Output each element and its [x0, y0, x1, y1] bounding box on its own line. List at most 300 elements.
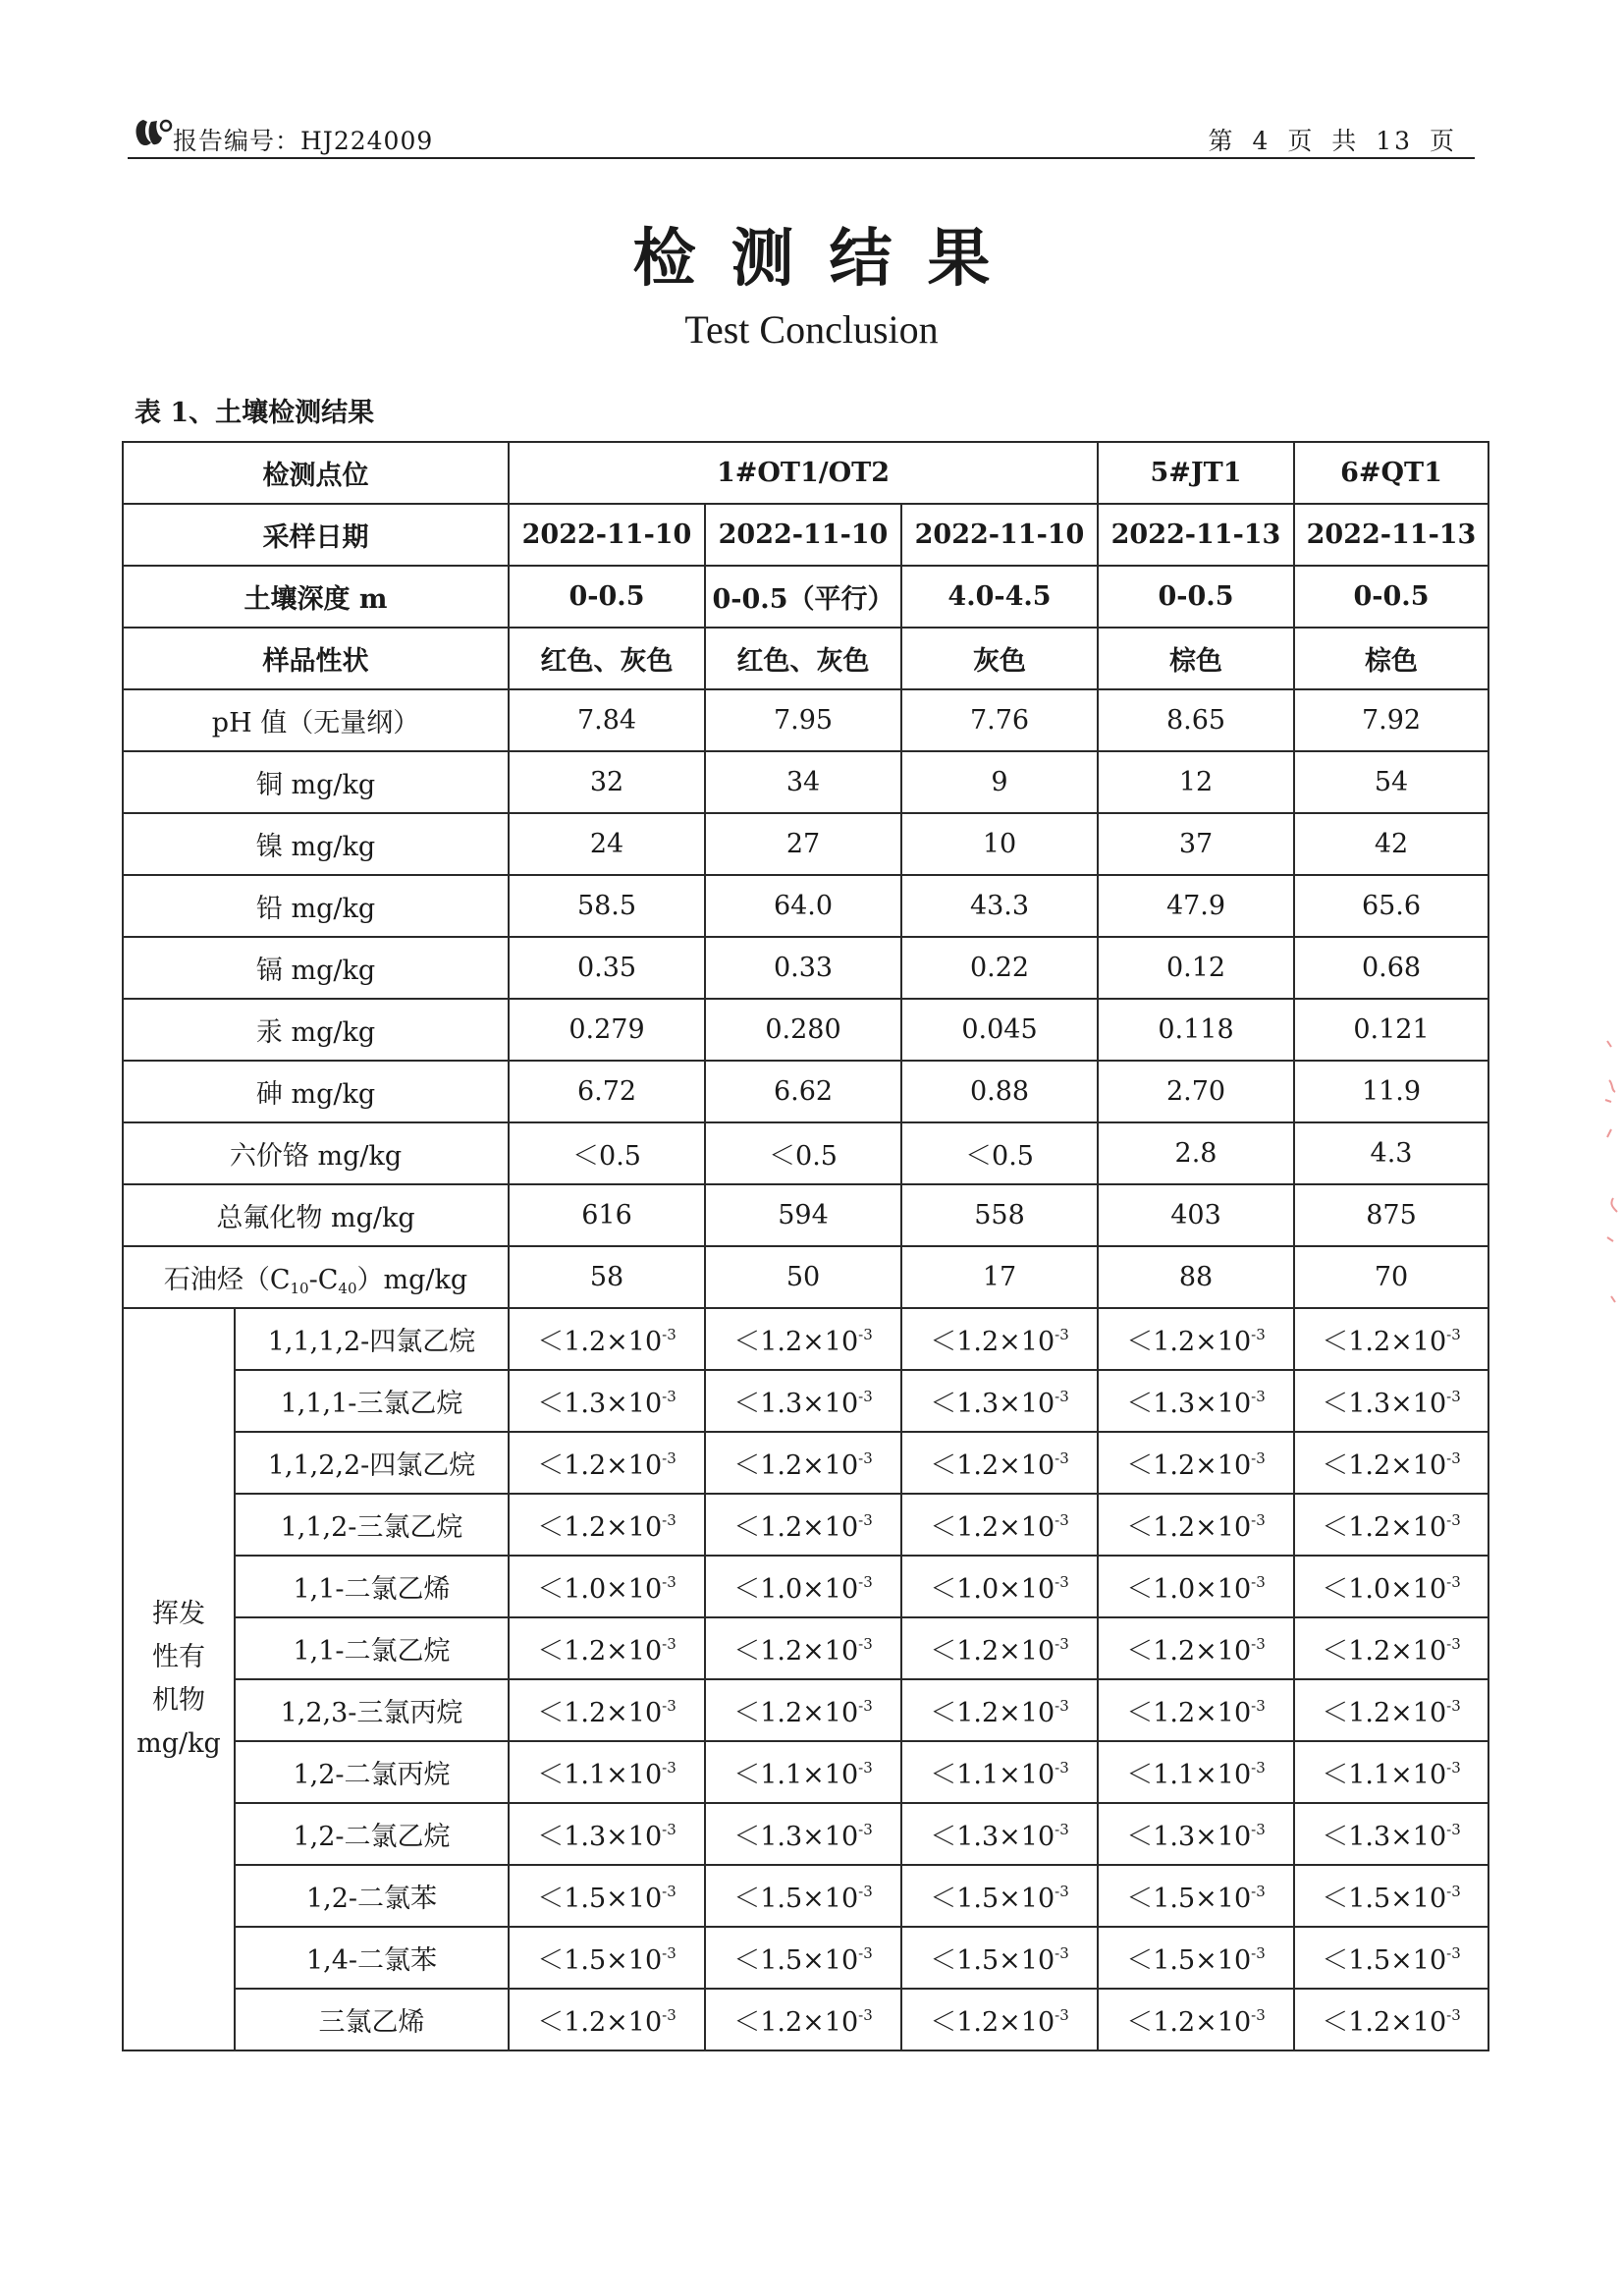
value-text: ＜1.2×10 [733, 1450, 859, 1481]
value-cell [1294, 1927, 1488, 1989]
value-text: ＜1.1×10 [1126, 1760, 1252, 1790]
exponent: -3 [858, 1759, 873, 1777]
voc-group-label [123, 1308, 235, 2050]
value-text: ＜1.2×10 [1322, 1698, 1447, 1728]
value-text: ＜1.1×10 [537, 1760, 663, 1790]
value-cell [705, 1617, 901, 1679]
value-text: ＜1.2×10 [930, 1450, 1055, 1481]
value-cell: 0.045 [901, 999, 1098, 1061]
value-cell [509, 1308, 705, 1370]
stamp-edge-icon [1601, 1021, 1621, 1316]
character-cell: 红色、灰色 [509, 628, 705, 689]
value-text: ＜1.3×10 [733, 1389, 859, 1419]
parameter-label: 镍 mg/kg [123, 813, 509, 875]
value-cell: 4.3 [1294, 1122, 1488, 1184]
value-cell: 58 [509, 1246, 705, 1308]
exponent: -3 [858, 1635, 873, 1653]
value-text: ＜1.0×10 [1322, 1574, 1447, 1605]
exponent: -3 [1055, 1944, 1069, 1962]
value-cell [509, 1741, 705, 1803]
value-cell: 47.9 [1098, 875, 1294, 937]
exponent: -3 [1446, 1759, 1461, 1777]
value-text: ＜1.2×10 [1322, 1512, 1447, 1543]
value-cell: 0.22 [901, 937, 1098, 999]
value-text: ＜1.2×10 [733, 1698, 859, 1728]
value-text: ＜1.3×10 [930, 1822, 1055, 1852]
exponent: -3 [1055, 1573, 1069, 1591]
value-cell: 65.6 [1294, 875, 1488, 937]
page-subtitle: Test Conclusion [684, 307, 939, 352]
value-cell [901, 1370, 1098, 1432]
value-text: ＜1.2×10 [733, 1636, 859, 1667]
parameter-row [123, 999, 1488, 1061]
parameter-row [123, 1061, 1488, 1122]
exponent: -3 [858, 1573, 873, 1591]
value-text: ＜1.2×10 [1126, 1636, 1252, 1667]
exponent: -3 [1055, 1449, 1069, 1467]
parameter-label: 砷 mg/kg [123, 1061, 509, 1122]
value-cell: 43.3 [901, 875, 1098, 937]
exponent: -3 [858, 1883, 873, 1900]
value-text: ＜1.2×10 [1126, 2007, 1252, 2038]
value-cell [705, 1803, 901, 1865]
exponent: -3 [1446, 1635, 1461, 1653]
value-cell: 6.72 [509, 1061, 705, 1122]
voc-compound-label: 三氯乙烯 [235, 1989, 509, 2050]
value-cell: 7.95 [705, 689, 901, 751]
date-cell: 2022-11-10 [509, 504, 705, 566]
character-cell: 棕色 [1294, 628, 1488, 689]
value-text: ＜1.2×10 [930, 1512, 1055, 1543]
value-text: ＜1.1×10 [733, 1760, 859, 1790]
value-cell [1294, 1865, 1488, 1927]
value-text: ＜1.2×10 [537, 2007, 663, 2038]
exponent: -3 [1251, 1511, 1266, 1529]
depth-row [123, 566, 1488, 628]
value-cell: 7.76 [901, 689, 1098, 751]
value-cell [509, 1989, 705, 2050]
exponent: -3 [1251, 1821, 1266, 1838]
value-text: ＜1.2×10 [1126, 1698, 1252, 1728]
value-text: ＜1.5×10 [930, 1945, 1055, 1976]
character-cell: 灰色 [901, 628, 1098, 689]
value-cell [705, 1865, 901, 1927]
page-header [128, 116, 1475, 159]
value-text: ＜1.2×10 [1126, 1327, 1252, 1357]
value-cell [1098, 1370, 1294, 1432]
exponent: -3 [1055, 2006, 1069, 2024]
exponent: -3 [1446, 1821, 1461, 1838]
value-text: ＜1.2×10 [930, 1636, 1055, 1667]
voc-compound-label: 1,4-二氯苯 [235, 1927, 509, 1989]
value-cell [901, 1741, 1098, 1803]
soil-results-table [122, 441, 1489, 2051]
value-cell: 11.9 [1294, 1061, 1488, 1122]
exponent: -3 [662, 1635, 676, 1653]
date-cell: 2022-11-13 [1294, 504, 1488, 566]
parameter-label: pH 值（无量纲） [123, 689, 509, 751]
exponent: -3 [1446, 1511, 1461, 1529]
value-cell: 64.0 [705, 875, 901, 937]
parameter-label: 铜 mg/kg [123, 751, 509, 813]
row-label: 样品性状 [123, 628, 509, 689]
value-text: ＜1.5×10 [537, 1945, 663, 1976]
exponent: -3 [1251, 1883, 1266, 1900]
exponent: -3 [1446, 1883, 1461, 1900]
exponent: -3 [1055, 1821, 1069, 1838]
page-number: 第 4 页 共 13 页 [1208, 127, 1457, 155]
value-cell [901, 1679, 1098, 1741]
value-text: ＜1.3×10 [1126, 1389, 1252, 1419]
parameter-row [123, 937, 1488, 999]
value-text: ＜1.0×10 [930, 1574, 1055, 1605]
value-cell: ＜0.5 [509, 1122, 705, 1184]
exponent: -3 [858, 1944, 873, 1962]
value-text: ＜1.1×10 [930, 1760, 1055, 1790]
value-cell: 70 [1294, 1246, 1488, 1308]
value-cell [901, 1432, 1098, 1494]
value-text: ＜1.2×10 [1126, 1512, 1252, 1543]
label-text: ）mg/kg [356, 1264, 468, 1295]
value-cell [901, 1308, 1098, 1370]
voc-compound-label: 1,1,2,2-四氯乙烷 [235, 1432, 509, 1494]
value-cell [1098, 1679, 1294, 1741]
value-text: ＜1.2×10 [537, 1450, 663, 1481]
report-number: 报告编号：HJ224009 [173, 127, 434, 155]
value-cell [1294, 1617, 1488, 1679]
voc-group-label-line: 挥发 [152, 1599, 205, 1629]
value-cell: 58.5 [509, 875, 705, 937]
exponent: -3 [1446, 1697, 1461, 1715]
exponent: -3 [1251, 1449, 1266, 1467]
value-cell: 0.35 [509, 937, 705, 999]
value-text: ＜1.5×10 [1126, 1945, 1252, 1976]
value-cell: 12 [1098, 751, 1294, 813]
value-text: ＜1.2×10 [537, 1698, 663, 1728]
voc-row [123, 1432, 1488, 1494]
value-cell [1098, 1927, 1294, 1989]
exponent: -3 [662, 2006, 676, 2024]
exponent: -3 [858, 2006, 873, 2024]
voc-row [123, 1308, 1488, 1370]
value-cell: 24 [509, 813, 705, 875]
value-cell [509, 1556, 705, 1617]
voc-row [123, 1865, 1488, 1927]
parameter-row [123, 875, 1488, 937]
character-row [123, 628, 1488, 689]
character-cell: 棕色 [1098, 628, 1294, 689]
table-caption: 表 1、土壤检测结果 [135, 398, 375, 428]
voc-compound-label: 1,2-二氯苯 [235, 1865, 509, 1927]
value-cell: 10 [901, 813, 1098, 875]
value-cell [901, 1803, 1098, 1865]
value-text: ＜1.2×10 [1322, 1327, 1447, 1357]
parameter-label: 镉 mg/kg [123, 937, 509, 999]
exponent: -3 [662, 1326, 676, 1343]
voc-group-label-line: 机物 [152, 1685, 205, 1716]
exponent: -3 [1055, 1697, 1069, 1715]
exponent: -3 [1446, 1449, 1461, 1467]
value-cell [1294, 1370, 1488, 1432]
value-cell [901, 1556, 1098, 1617]
value-cell [705, 1556, 901, 1617]
exponent: -3 [1251, 1697, 1266, 1715]
depth-cell: 0-0.5 [1098, 566, 1294, 628]
voc-group-label-line: mg/kg [136, 1728, 221, 1759]
value-cell: 875 [1294, 1184, 1488, 1246]
value-cell [901, 1989, 1098, 2050]
subscript: 10 [290, 1279, 309, 1297]
value-cell [509, 1432, 705, 1494]
value-cell: 6.62 [705, 1061, 901, 1122]
value-text: ＜1.3×10 [1322, 1389, 1447, 1419]
exponent: -3 [1446, 1326, 1461, 1343]
value-text: ＜1.2×10 [930, 1327, 1055, 1357]
row-label: 检测点位 [123, 442, 509, 504]
value-cell: 32 [509, 751, 705, 813]
value-cell: 0.121 [1294, 999, 1488, 1061]
value-cell: ＜0.5 [705, 1122, 901, 1184]
company-logo-icon [132, 116, 175, 149]
value-cell: 88 [1098, 1246, 1294, 1308]
dates-row [123, 504, 1488, 566]
voc-compound-label: 1,1-二氯乙烯 [235, 1556, 509, 1617]
value-cell: 54 [1294, 751, 1488, 813]
value-cell [901, 1494, 1098, 1556]
character-cell: 红色、灰色 [705, 628, 901, 689]
value-cell: 8.65 [1098, 689, 1294, 751]
exponent: -3 [1251, 1573, 1266, 1591]
voc-compound-label: 1,1,1-三氯乙烷 [235, 1370, 509, 1432]
voc-row [123, 1741, 1488, 1803]
date-cell: 2022-11-10 [901, 504, 1098, 566]
parameter-label [123, 1246, 509, 1308]
value-cell: 616 [509, 1184, 705, 1246]
value-text: ＜1.0×10 [733, 1574, 859, 1605]
parameter-row [123, 1122, 1488, 1184]
voc-compound-label: 1,1-二氯乙烷 [235, 1617, 509, 1679]
label-text: -C [308, 1264, 339, 1295]
exponent: -3 [1446, 1944, 1461, 1962]
value-cell [1098, 1989, 1294, 2050]
value-cell [1098, 1865, 1294, 1927]
parameter-label: 六价铬 mg/kg [123, 1122, 509, 1184]
value-cell: 9 [901, 751, 1098, 813]
value-text: ＜1.5×10 [930, 1884, 1055, 1914]
value-text: ＜1.2×10 [1126, 1450, 1252, 1481]
value-text: ＜1.3×10 [537, 1822, 663, 1852]
value-cell [705, 1432, 901, 1494]
value-text: ＜1.2×10 [930, 1698, 1055, 1728]
value-text: ＜1.2×10 [733, 1327, 859, 1357]
voc-row [123, 1989, 1488, 2050]
value-cell: 0.88 [901, 1061, 1098, 1122]
voc-row [123, 1556, 1488, 1617]
exponent: -3 [1251, 1388, 1266, 1405]
value-cell [901, 1927, 1098, 1989]
value-cell [1294, 1803, 1488, 1865]
exponent: -3 [662, 1821, 676, 1838]
value-cell: 0.279 [509, 999, 705, 1061]
exponent: -3 [858, 1388, 873, 1405]
points-row [123, 442, 1488, 504]
exponent: -3 [1055, 1635, 1069, 1653]
value-cell [705, 1308, 901, 1370]
value-text: ＜1.5×10 [1126, 1884, 1252, 1914]
value-text: ＜1.2×10 [733, 2007, 859, 2038]
exponent: -3 [1251, 1759, 1266, 1777]
value-cell [1294, 1741, 1488, 1803]
value-text: ＜1.2×10 [1322, 1450, 1447, 1481]
value-cell [901, 1617, 1098, 1679]
exponent: -3 [662, 1883, 676, 1900]
row-label: 土壤深度 m [123, 566, 509, 628]
parameter-row [123, 751, 1488, 813]
value-cell [509, 1617, 705, 1679]
voc-compound-label: 1,1,2-三氯乙烷 [235, 1494, 509, 1556]
value-cell [1294, 1556, 1488, 1617]
value-cell [1098, 1617, 1294, 1679]
value-text: ＜1.5×10 [1322, 1945, 1447, 1976]
exponent: -3 [1055, 1326, 1069, 1343]
exponent: -3 [662, 1944, 676, 1962]
value-cell: 17 [901, 1246, 1098, 1308]
exponent: -3 [1251, 2006, 1266, 2024]
value-text: ＜1.2×10 [537, 1512, 663, 1543]
value-cell [1098, 1308, 1294, 1370]
exponent: -3 [1446, 2006, 1461, 2024]
value-cell [1294, 1679, 1488, 1741]
value-cell [705, 1741, 901, 1803]
value-text: ＜1.2×10 [733, 1512, 859, 1543]
value-text: ＜1.3×10 [733, 1822, 859, 1852]
value-cell [509, 1370, 705, 1432]
value-cell [509, 1927, 705, 1989]
value-cell [509, 1679, 705, 1741]
voc-row [123, 1803, 1488, 1865]
exponent: -3 [662, 1511, 676, 1529]
depth-cell: 0-0.5（平行） [705, 566, 901, 628]
value-cell: 594 [705, 1184, 901, 1246]
voc-row [123, 1927, 1488, 1989]
exponent: -3 [858, 1326, 873, 1343]
value-text: ＜1.3×10 [537, 1389, 663, 1419]
voc-compound-label: 1,2-二氯乙烷 [235, 1803, 509, 1865]
value-text: ＜1.5×10 [1322, 1884, 1447, 1914]
value-cell: 558 [901, 1184, 1098, 1246]
point-cell: 6#QT1 [1294, 442, 1488, 504]
exponent: -3 [1446, 1573, 1461, 1591]
exponent: -3 [858, 1511, 873, 1529]
voc-row [123, 1370, 1488, 1432]
exponent: -3 [662, 1388, 676, 1405]
exponent: -3 [1055, 1388, 1069, 1405]
value-cell [1098, 1432, 1294, 1494]
value-text: ＜1.1×10 [1322, 1760, 1447, 1790]
value-cell [1098, 1494, 1294, 1556]
voc-group-label-line: 性有 [152, 1642, 205, 1672]
value-cell [509, 1803, 705, 1865]
value-cell: 403 [1098, 1184, 1294, 1246]
date-cell: 2022-11-13 [1098, 504, 1294, 566]
value-text: ＜1.3×10 [1126, 1822, 1252, 1852]
exponent: -3 [1055, 1759, 1069, 1777]
value-text: ＜1.5×10 [733, 1884, 859, 1914]
value-cell [705, 1370, 901, 1432]
voc-row [123, 1679, 1488, 1741]
value-text: ＜1.3×10 [930, 1389, 1055, 1419]
exponent: -3 [1446, 1388, 1461, 1405]
depth-cell: 0-0.5 [509, 566, 705, 628]
exponent: -3 [1251, 1944, 1266, 1962]
value-cell [1294, 1494, 1488, 1556]
value-text: ＜1.2×10 [1322, 2007, 1447, 2038]
value-text: ＜1.2×10 [537, 1327, 663, 1357]
parameter-row [123, 1184, 1488, 1246]
value-cell [509, 1865, 705, 1927]
date-cell: 2022-11-10 [705, 504, 901, 566]
parameter-label: 总氟化物 mg/kg [123, 1184, 509, 1246]
row-label: 采样日期 [123, 504, 509, 566]
value-cell [705, 1494, 901, 1556]
value-cell [1294, 1989, 1488, 2050]
voc-row [123, 1494, 1488, 1556]
value-cell [509, 1494, 705, 1556]
value-cell: 37 [1098, 813, 1294, 875]
value-cell [705, 1927, 901, 1989]
value-text: ＜1.2×10 [537, 1636, 663, 1667]
subscript: 40 [338, 1279, 357, 1297]
parameter-row [123, 813, 1488, 875]
value-text: ＜1.0×10 [1126, 1574, 1252, 1605]
parameter-row [123, 689, 1488, 751]
label-text: 石油烃（C [163, 1264, 291, 1295]
parameter-label: 铅 mg/kg [123, 875, 509, 937]
value-cell: 7.92 [1294, 689, 1488, 751]
value-cell: 2.70 [1098, 1061, 1294, 1122]
value-cell [1098, 1556, 1294, 1617]
value-text: ＜1.2×10 [1322, 1636, 1447, 1667]
voc-row [123, 1617, 1488, 1679]
voc-compound-label: 1,2-二氯丙烷 [235, 1741, 509, 1803]
exponent: -3 [1055, 1511, 1069, 1529]
exponent: -3 [662, 1573, 676, 1591]
exponent: -3 [858, 1697, 873, 1715]
value-cell [705, 1679, 901, 1741]
value-cell: 0.33 [705, 937, 901, 999]
value-cell [705, 1989, 901, 2050]
value-text: ＜1.5×10 [537, 1884, 663, 1914]
parameter-label: 汞 mg/kg [123, 999, 509, 1061]
value-text: ＜1.3×10 [1322, 1822, 1447, 1852]
value-cell: 0.280 [705, 999, 901, 1061]
value-cell: 27 [705, 813, 901, 875]
exponent: -3 [662, 1449, 676, 1467]
value-cell [901, 1865, 1098, 1927]
point-cell: 5#JT1 [1098, 442, 1294, 504]
exponent: -3 [662, 1759, 676, 1777]
exponent: -3 [1251, 1326, 1266, 1343]
value-text: ＜1.0×10 [537, 1574, 663, 1605]
value-text: ＜1.2×10 [930, 2007, 1055, 2038]
value-cell: 34 [705, 751, 901, 813]
value-cell [1294, 1308, 1488, 1370]
voc-compound-label: 1,1,1,2-四氯乙烷 [235, 1308, 509, 1370]
value-cell [1098, 1803, 1294, 1865]
value-cell: 0.12 [1098, 937, 1294, 999]
exponent: -3 [858, 1449, 873, 1467]
value-cell: 0.68 [1294, 937, 1488, 999]
